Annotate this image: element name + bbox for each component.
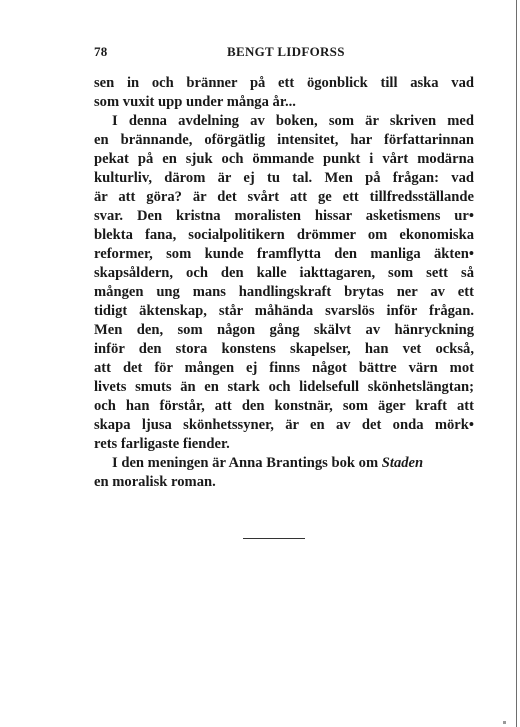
text-line: pekat på en sjuk och ömmande punkt i vårt modärna	[94, 151, 474, 167]
text-line: skapa ljusa skönhetssyner, är en av det onda mörk•	[94, 417, 474, 433]
text-line: rets farligaste fiender.	[94, 436, 230, 452]
text-line: kulturliv, därom är ej tu tal. Men på frågan: vad	[94, 170, 474, 186]
page-header	[94, 44, 474, 64]
running-head: BENGT LIDFORSS	[227, 44, 345, 59]
text-line: I denna avdelning av boken, som är skriven med	[112, 113, 474, 129]
text-line: mången ung mans handlingskraft brytas ner av ett	[94, 284, 474, 300]
text-line: som vuxit upp under många år...	[94, 94, 296, 110]
text-line: är att göra? är det svårt att ge ett tillfredsställande	[94, 189, 474, 205]
text-line: en brännande, oförgätlig intensitet, har författarinnan	[94, 132, 474, 148]
text-line: tidigt äktenskap, står måhända svarslös inför frågan.	[94, 303, 474, 319]
section-divider	[243, 538, 305, 539]
scan-speck	[503, 721, 506, 724]
page-edge-line	[516, 0, 517, 727]
book-title: Staden	[381, 455, 424, 471]
text-line: inför den stora konstens skapelser, han vet också,	[94, 341, 474, 357]
body-text	[94, 74, 474, 492]
text-line: reformer, som kunde framflytta den manliga äkten•	[94, 246, 474, 262]
text-line	[94, 454, 474, 473]
text-line: livets smuts än en stark och lidelsefull skönhetslängtan;	[94, 379, 474, 395]
text-line: Men den, som någon gång skälvt av hänryckning	[94, 322, 474, 338]
text-line: att det för mången ej finns något bättre värn mot	[94, 360, 474, 376]
text-line: sen in och bränner på ett ögonblick till aska vad	[94, 75, 474, 91]
page-number: 78	[94, 44, 108, 59]
text-line: en moralisk roman.	[94, 474, 216, 490]
text-line: och han förstår, att den konstnär, som äger kraft att	[94, 398, 474, 414]
text-line: svar. Den kristna moralisten hissar asketismens ur•	[94, 208, 474, 224]
text-fragment: I den meningen är Anna Brantings bok om	[112, 455, 382, 471]
text-line: skapsåldern, och den kalle iakttagaren, som sett så	[94, 265, 474, 281]
text-line: blekta fana, socialpolitikern drömmer om ekonomiska	[94, 227, 474, 243]
